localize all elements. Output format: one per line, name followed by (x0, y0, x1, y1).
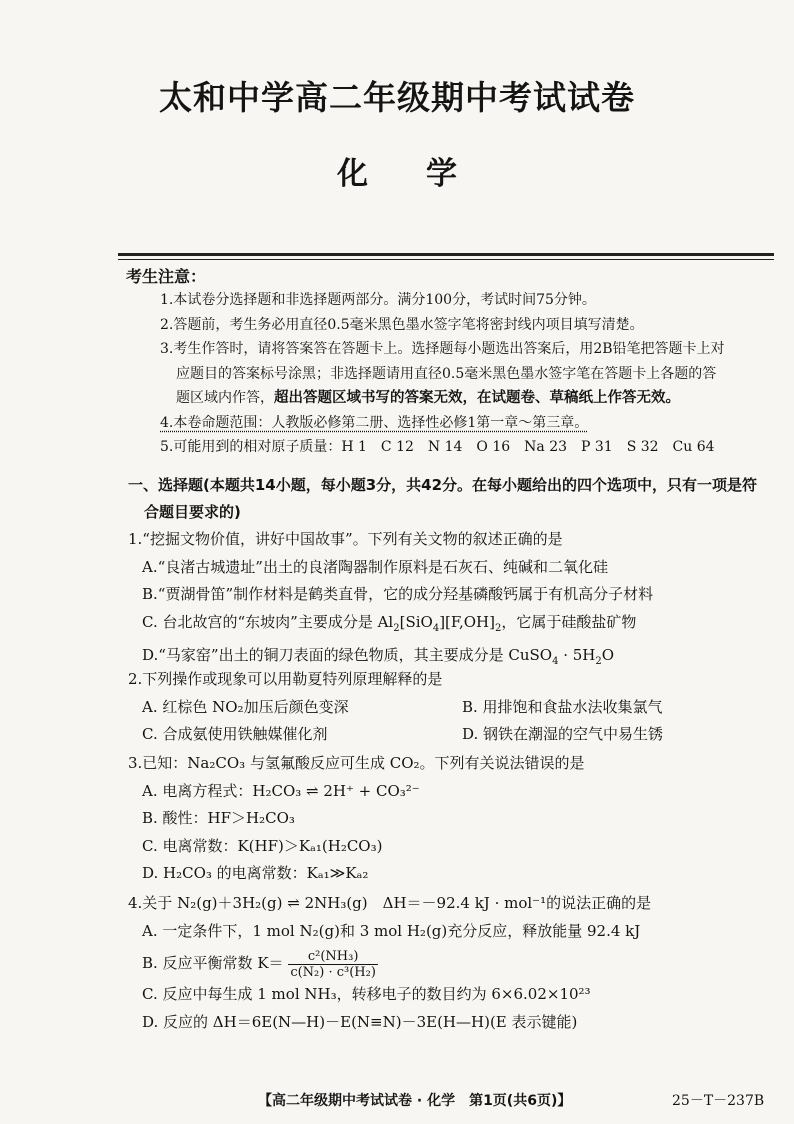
question-3 (128, 750, 778, 888)
question-3-stem: 3.已知：Na₂CO₃ 与氢氟酸反应可生成 CO₂。下列有关说法错误的是 (128, 754, 585, 772)
notice-item-4: 4.本卷命题范围：人教版必修第二册、选择性必修1第一章～第三章。 (160, 414, 589, 431)
notice-item-2: 2.答题前，考生务必用直径0.5毫米黑色墨水签字笔将密封线内项目填写清楚。 (160, 316, 644, 333)
notice-title: 考生注意： (126, 267, 207, 286)
header-rule-thick (118, 253, 774, 256)
question-4 (128, 890, 778, 1036)
section-heading: 一、选择题(本题共14小题，每小题3分，共42分。在每小题给出的四个选项中，只有一项是符 合题目要求的) (128, 476, 758, 521)
question-2-option-b: B. 用排饱和食盐水法收集氯气 (462, 697, 663, 716)
notice-list (160, 288, 780, 460)
question-2-option-d: D. 钢铁在潮湿的空气中易生锈 (462, 725, 664, 743)
question-3-option-b: B. 酸性：HF＞H₂CO₃ (142, 809, 295, 827)
question-3-option-a: A. 电离方程式：H₂CO₃ ⇌ 2H⁺ + CO₃²⁻ (142, 781, 420, 800)
notice-emphasis: 超出答题区域书写的答案无效，在试题卷、草稿纸上作答无效。 (274, 390, 680, 406)
question-4-stem: 4.关于 N₂(g)＋3H₂(g) ⇌ 2NH₃(g) ΔH＝－92.4 kJ · mol⁻¹的说法正确的是 (128, 894, 652, 912)
paper-code: 25－T－237B (672, 1093, 765, 1109)
notice-item-3: 3.考生作答时，请将答案答在答题卡上。选择题每小题选出答案后，用2B铅笔把答题卡上对 (160, 341, 725, 357)
question-1-option-d: D.“马家窑”出土的铜刀表面的绿色物质，其主要成分是 CuSO$_4$ · $5H_2O$ (142, 646, 615, 667)
question-3-option-d: D. H₂CO₃ 的电离常数：Kₐ₁≫Kₐ₂ (142, 864, 369, 882)
question-1-option-b: B.“贾湖骨笛”制作材料是鹤类直骨，它的成分羟基磷酸钙属于有机高分子材料 (142, 585, 654, 603)
subject-title: 化学 (337, 156, 515, 192)
notice-item-3-cont2: 题区域内作答，超出答题区域书写的答案无效，在试题卷、草稿纸上作答无效。 (176, 390, 680, 406)
notice-item-1: 1.本试卷分选择题和非选择题两部分。满分100分，考试时间75分钟。 (160, 292, 596, 308)
question-1-option-a: A.“良渚古城遗址”出土的良渚陶器制作原料是石灰石、纯碱和二氧化硅 (142, 557, 608, 576)
question-2-option-a: A. 红棕色 NO₂加压后颜色变深 (142, 697, 349, 716)
question-1-stem: 1.“挖掘文物价值，讲好中国故事”。下列有关文物的叙述正确的是 (128, 530, 563, 548)
question-3-option-c: C. 电离常数：K(HF)＞Kₐ₁(H₂CO₃) (142, 836, 383, 855)
question-2 (128, 666, 778, 749)
question-4-option-d: D. 反应的 ΔH＝6E(N—H)－E(N≡N)－3E(H—H)(E 表示键能) (142, 1012, 578, 1031)
question-2-stem: 2.下列操作或现象可以用勒夏特列原理解释的是 (128, 670, 443, 688)
exam-title: 太和中学高二年级期中考试试卷 (159, 78, 635, 117)
notice-item-3-cont: 应题目的答案标号涂黑；非选择题请用直径0.5毫米黑色墨水签字笔在答题卡上各题的答 (176, 365, 717, 382)
question-1-option-c: C. 台北故宫的“东坡肉”主要成分是 $Al_2[SiO_4][F,OH]_2$，它属于硅酸盐矿物 (142, 612, 637, 634)
question-4-option-c: C. 反应中每生成 1 mol NH₃，转移电子的数目约为 6×6.02×10²³ (142, 985, 591, 1003)
header-rule-thin (118, 259, 774, 260)
question-1 (128, 526, 778, 676)
equilibrium-fraction: $\frac{\text{c²(NH₃)}}{\text{c(N₂) · c³(H₂)}}$ (290, 948, 376, 980)
question-4-option-b: B. 反应平衡常数 K＝ $\frac{\text{c²(NH₃)}}{\text{c(N₂) · c³(H₂)}}$ (142, 948, 376, 980)
page-footer: 【高二年级期中考试试卷 · 化学 第1页(共6页)】 (258, 1093, 572, 1109)
question-2-option-c: C. 合成氨使用铁触媒催化剂 (142, 725, 328, 743)
question-4-option-a: A. 一定条件下，1 mol N₂(g)和 3 mol H₂(g)充分反应，释放能量 92.4 kJ (142, 921, 641, 940)
notice-item-5: 5.可能用到的相对原子质量：H 1 C 12 N 14 O 16 Na 23 P 31 S 32 Cu 64 (160, 439, 715, 455)
